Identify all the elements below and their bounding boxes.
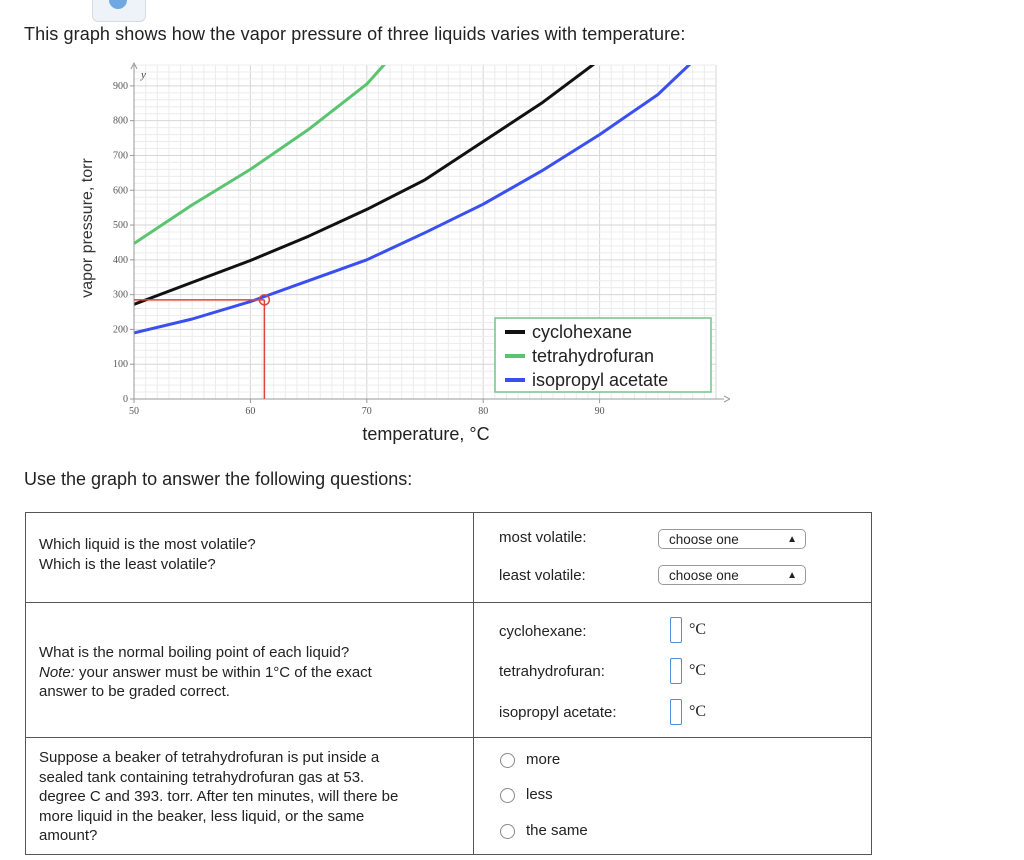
x-tick-label: 50 [129, 406, 139, 417]
legend-label: isopropyl acetate [532, 370, 669, 390]
bp-input-cyclohexane[interactable] [670, 617, 682, 643]
x-tick-label: 90 [594, 406, 605, 417]
bp-input-tetrahydrofuran[interactable] [670, 658, 682, 684]
x-axis-arrow-icon [724, 396, 730, 402]
legend-layer [495, 318, 711, 392]
y-tick-label: 200 [113, 324, 128, 336]
bp-label-isopropyl-acetate: isopropyl acetate: [499, 704, 617, 721]
y-tick-label: 0 [123, 394, 128, 405]
radio-label-same: the same [526, 822, 588, 839]
radio-same[interactable] [500, 824, 515, 839]
radio-label-more: more [526, 751, 561, 768]
select-arrows-icon: ▲ [787, 570, 797, 581]
radio-less[interactable] [500, 788, 515, 803]
questions-intro: Use the graph to answer the following questions: [24, 469, 413, 489]
unit-celsius: °C [689, 703, 707, 720]
y-axis-label: vapor pressure, torr [79, 158, 96, 298]
q1-text: Which liquid is the most volatile? Which is the least volatile? [39, 536, 256, 573]
unit-celsius: °C [689, 621, 707, 638]
radio-more[interactable] [500, 753, 515, 768]
collapse-tab-button[interactable] [92, 0, 146, 22]
bp-input-isopropyl-acetate[interactable] [670, 699, 682, 725]
most-volatile-label: most volatile: [499, 529, 587, 546]
q3-text: Suppose a beaker of tetrahydrofuran is put inside a sealed tank containing tetrahydrofuran gas at 53. degree C and 393. torr. After ten minutes, will there be more liquid in the beaker, less liquid, or the same amount? [39, 749, 399, 844]
y-tick-label: 100 [113, 359, 128, 371]
chevron-down-icon [109, 0, 127, 9]
y-tick-label: 300 [113, 289, 128, 301]
y-tick-label: 500 [113, 220, 128, 232]
radio-label-less: less [526, 786, 553, 803]
bp-label-cyclohexane: cyclohexane: [499, 623, 587, 640]
bp-label-tetrahydrofuran: tetrahydrofuran: [499, 663, 605, 680]
legend-label: cyclohexane [532, 322, 633, 342]
select-arrows-icon: ▲ [787, 534, 797, 545]
legend-label: tetrahydrofuran [532, 346, 655, 366]
unit-celsius: °C [689, 662, 707, 679]
questions-table [25, 512, 872, 855]
x-tick-label: 80 [478, 406, 489, 417]
vapor-pressure-chart [70, 58, 730, 450]
x-tick-label: 60 [245, 406, 256, 417]
least-volatile-label: least volatile: [499, 567, 586, 584]
intro-text: This graph shows how the vapor pressure of three liquids varies with temperature: [24, 24, 686, 44]
y-tick-label: 800 [113, 115, 128, 127]
most-volatile-select[interactable]: choose one ▲ [658, 529, 806, 549]
annotation-layer [134, 295, 269, 399]
q2-text: What is the normal boiling point of each liquid? Note: your answer must be within 1°C of the exact answer to be graded correct. [39, 644, 372, 700]
x-tick-label: 70 [361, 406, 372, 417]
least-volatile-select[interactable]: choose one ▲ [658, 565, 806, 585]
y-tick-label: 700 [113, 150, 128, 162]
x-axis-label: temperature, °C [362, 424, 490, 444]
y-tick-label: 400 [113, 254, 128, 266]
y-tick-label: 600 [113, 185, 128, 197]
y-tick-label: 900 [113, 80, 128, 92]
y-axis-symbol: y [141, 69, 146, 81]
